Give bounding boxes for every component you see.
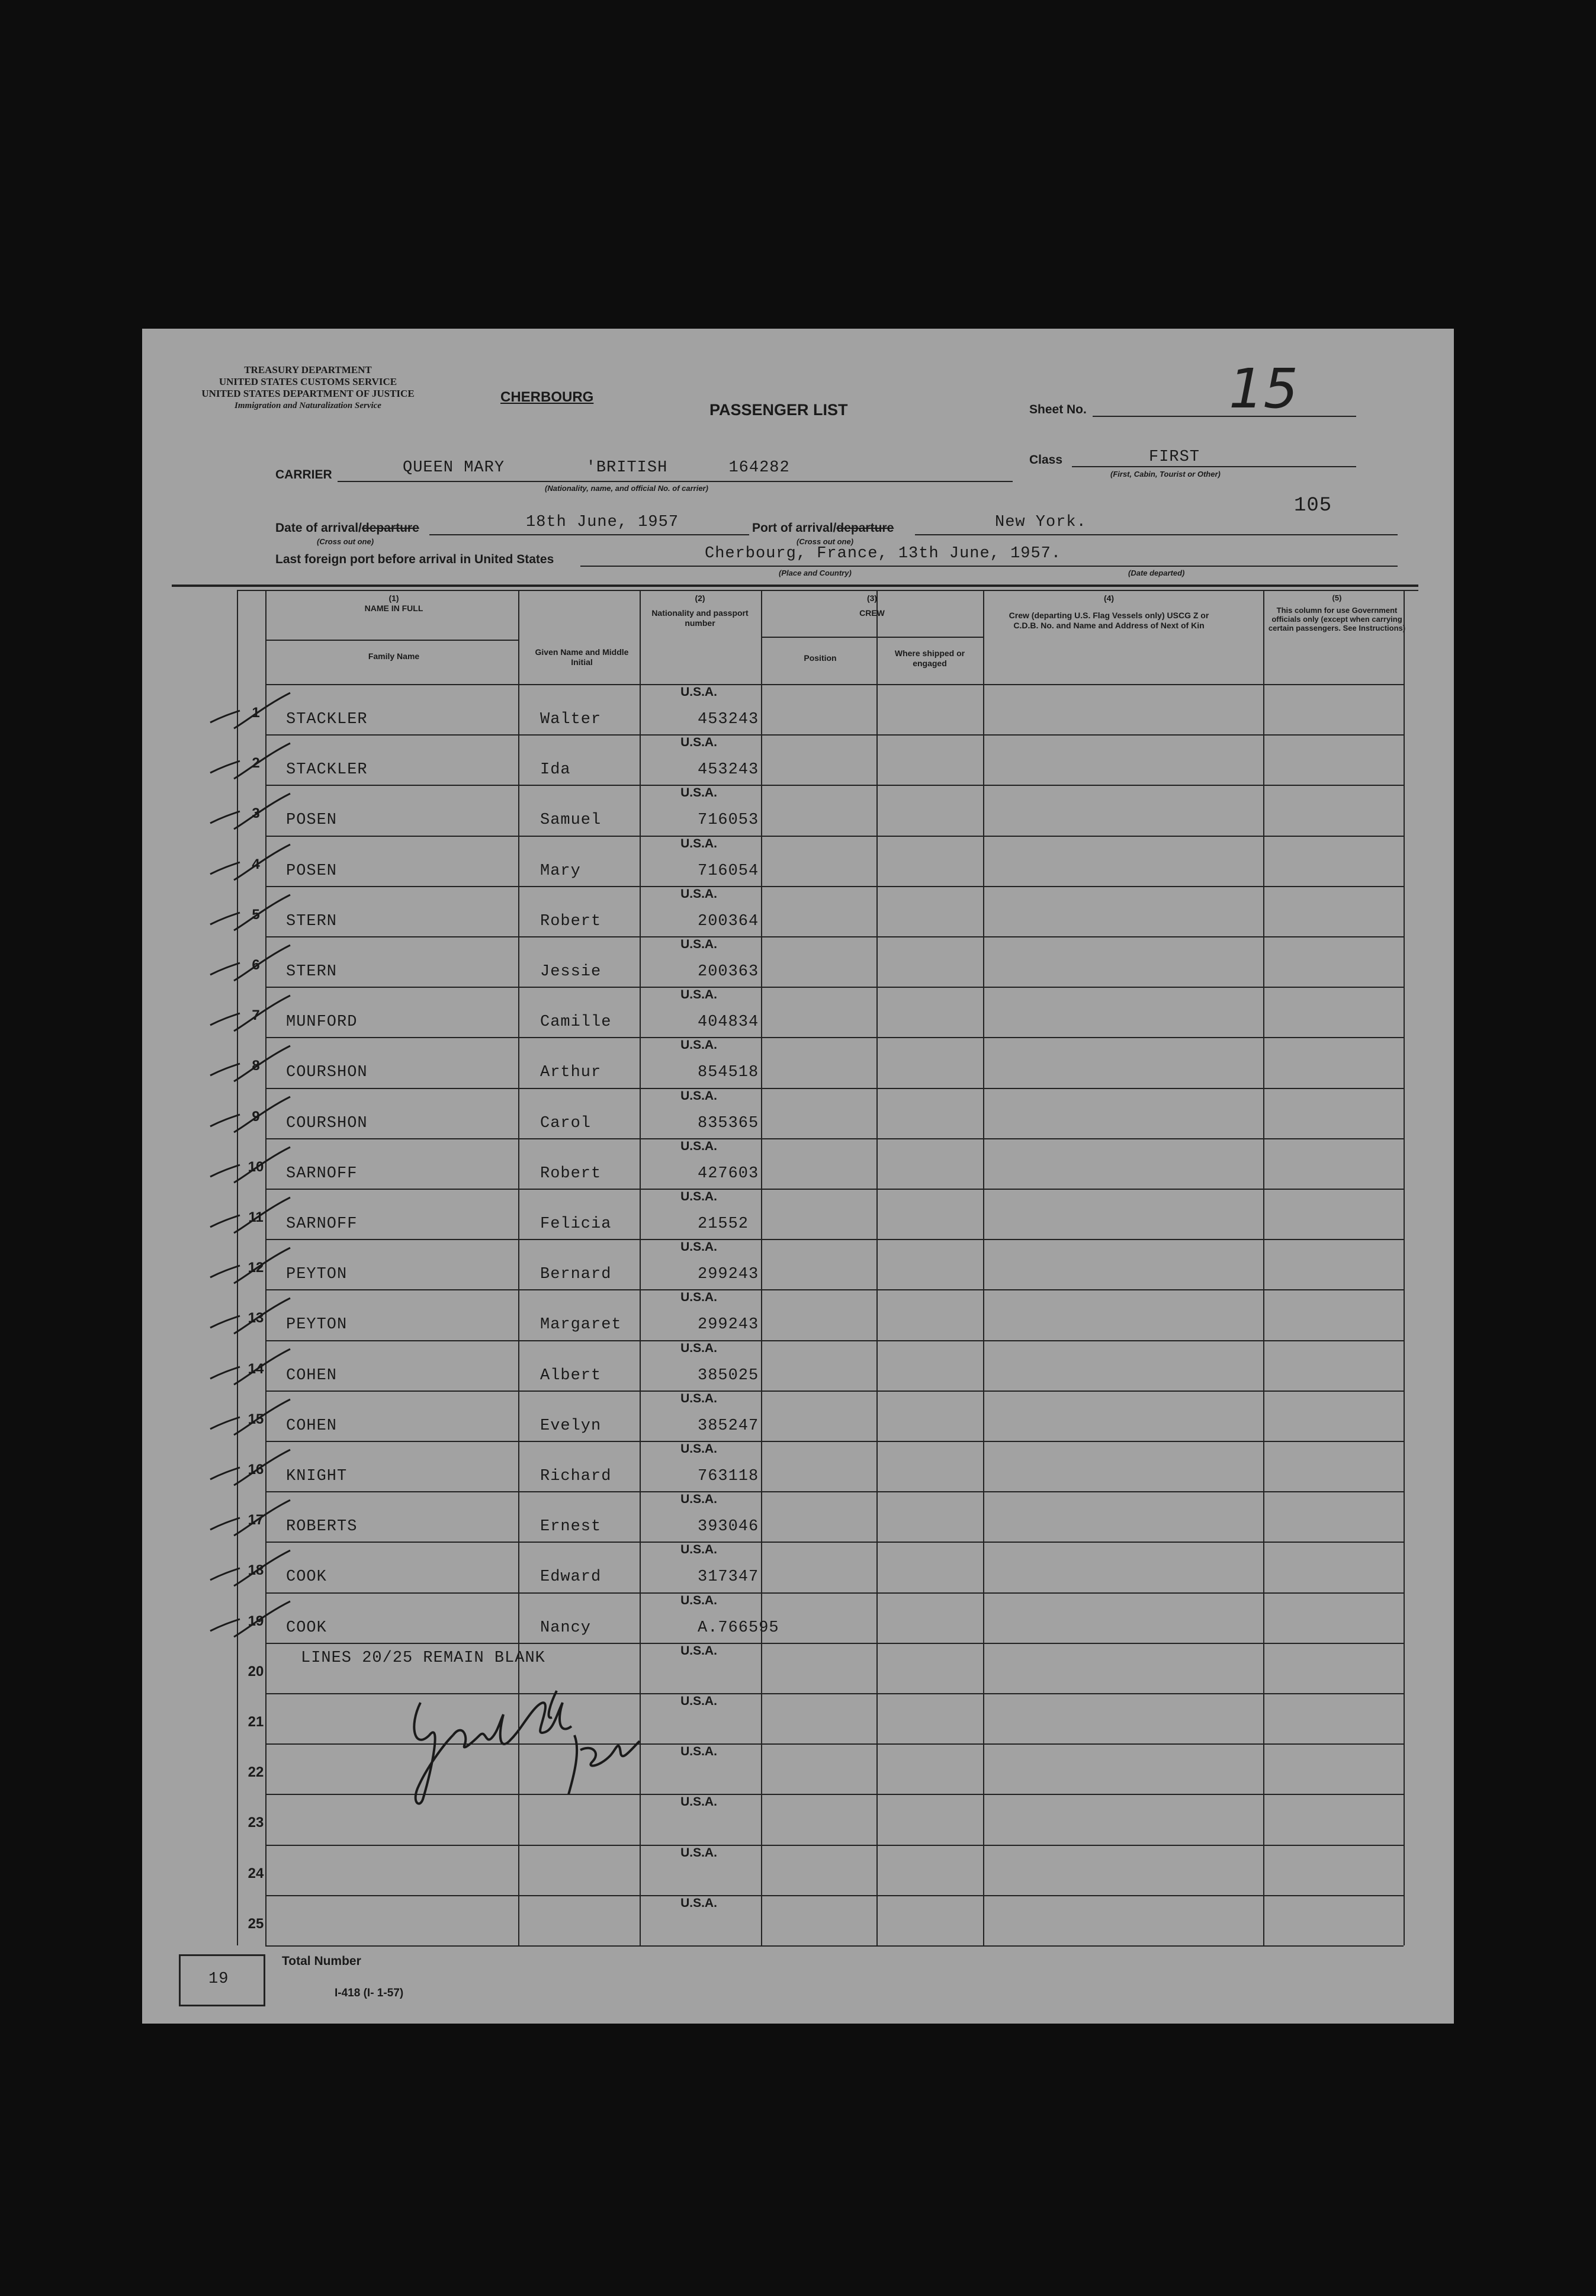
family-name-header: Family Name: [368, 651, 420, 661]
check-mark-icon: [201, 990, 302, 1043]
row-number: 17: [248, 1512, 264, 1528]
given-name: Evelyn: [540, 1417, 602, 1435]
family-name: COHEN: [286, 1366, 338, 1385]
col4-header: (4) Crew (departing U.S. Flag Vessels only) USCG Z or C.D.B. No. and Name and Address of Next of Kin: [1009, 593, 1209, 630]
official-signature: [397, 1679, 657, 1815]
last-port-value: Cherbourg, France, 13th June, 1957.: [705, 545, 1062, 563]
check-mark-icon: [201, 1292, 302, 1346]
given-name: Richard: [540, 1467, 612, 1485]
given-name: Walter: [540, 711, 602, 728]
family-name: STERN: [286, 912, 338, 930]
form-number: I-418 (I- 1-57): [335, 1987, 404, 1999]
row-number: 9: [252, 1108, 260, 1125]
nationality: U.S.A.: [680, 1543, 717, 1557]
family-name: STERN: [286, 963, 338, 981]
family-name: STACKLER: [286, 711, 368, 728]
arrival-caption: (Cross out one): [317, 537, 374, 546]
given-name: Felicia: [540, 1215, 612, 1233]
passport-number: 200363: [698, 963, 759, 981]
passport-number: 299243: [698, 1266, 759, 1284]
agency-line: UNITED STATES DEPARTMENT OF JUSTICE: [201, 388, 415, 399]
check-mark-icon: [201, 939, 302, 993]
row-number: 4: [252, 856, 260, 872]
row-number: 25: [248, 1915, 264, 1932]
nationality: U.S.A.: [680, 1795, 717, 1809]
nationality: U.S.A.: [680, 786, 717, 800]
row-number: 15: [248, 1411, 264, 1427]
passport-number: 21552: [698, 1215, 749, 1233]
passport-number: 404834: [698, 1013, 759, 1032]
nationality: U.S.A.: [680, 1290, 717, 1305]
passport-number: 854518: [698, 1064, 759, 1082]
given-name: Robert: [540, 912, 602, 930]
given-name: Arthur: [540, 1064, 602, 1082]
nationality: U.S.A.: [680, 988, 717, 1002]
check-mark-icon: [201, 687, 302, 740]
nationality: U.S.A.: [680, 736, 717, 750]
row-number: 18: [248, 1562, 264, 1579]
check-mark-icon: [201, 737, 302, 791]
carrier-label: CARRIER: [275, 468, 332, 481]
family-name: COURSHON: [286, 1064, 368, 1082]
passport-number: 385247: [698, 1417, 759, 1435]
row-number: 3: [252, 805, 260, 822]
total-number-value: 19: [208, 1970, 229, 1988]
passport-number: 453243: [698, 761, 759, 779]
passport-number: 385025: [698, 1366, 759, 1385]
row-number: 24: [248, 1865, 264, 1881]
nationality: U.S.A.: [680, 937, 717, 951]
nationality: U.S.A.: [680, 1643, 717, 1658]
given-name: Ernest: [540, 1518, 602, 1536]
nationality: U.S.A.: [680, 1845, 717, 1860]
family-name: PEYTON: [286, 1316, 348, 1334]
class-value: FIRST: [1149, 448, 1200, 466]
family-name: STACKLER: [286, 761, 368, 779]
class-caption: (First, Cabin, Tourist or Other): [1110, 470, 1221, 479]
row-number: 19: [248, 1613, 264, 1629]
nationality: U.S.A.: [680, 1190, 717, 1203]
arrival-date: 18th June, 1957: [526, 513, 679, 531]
page-title: PASSENGER LIST: [709, 401, 848, 419]
given-name: Bernard: [540, 1266, 612, 1284]
row-number: 6: [252, 957, 260, 973]
given-name: Albert: [540, 1366, 602, 1385]
given-name: Samuel: [540, 811, 602, 830]
check-mark-icon: [201, 839, 302, 892]
class-label: Class: [1029, 453, 1063, 467]
row-number: 11: [248, 1209, 264, 1225]
page-number: 105: [1294, 494, 1332, 517]
family-name: POSEN: [286, 811, 338, 830]
row-number: 2: [252, 755, 260, 772]
check-mark-icon: [201, 1595, 302, 1649]
given-name: Mary: [540, 862, 581, 880]
blank-lines-note: LINES 20/25 REMAIN BLANK: [301, 1649, 545, 1667]
passport-number: 317347: [698, 1568, 759, 1587]
given-name: Ida: [540, 761, 571, 779]
check-mark-icon: [201, 1091, 302, 1144]
position-header: Position: [804, 653, 837, 663]
col5-header: (5) This column for use Government officials only (except when carrying certain passengers. See Instructions): [1268, 593, 1406, 632]
family-name: SARNOFF: [286, 1215, 358, 1233]
check-mark-icon: [201, 1444, 302, 1497]
family-name: SARNOFF: [286, 1164, 358, 1183]
family-name: POSEN: [286, 862, 338, 880]
passport-number: A.766595: [698, 1619, 779, 1637]
nationality: U.S.A.: [680, 836, 717, 850]
check-mark-icon: [201, 1040, 302, 1093]
given-name: Nancy: [540, 1619, 592, 1637]
agency-line: TREASURY DEPARTMENT: [244, 364, 372, 375]
row-number: 5: [252, 906, 260, 923]
given-name: Jessie: [540, 963, 602, 981]
row-number: 22: [248, 1764, 264, 1781]
family-name: KNIGHT: [286, 1467, 348, 1485]
given-name: Edward: [540, 1568, 602, 1587]
col1-header: (1) NAME IN FULL: [364, 593, 423, 613]
agency-line: Immigration and Naturalization Service: [235, 401, 381, 410]
carrier-caption: (Nationality, name, and official No. of carrier): [545, 484, 708, 493]
arrival-label: Date of arrival/departure: [275, 521, 419, 535]
row-number: 13: [248, 1310, 264, 1327]
nationality: U.S.A.: [680, 1593, 717, 1607]
row-number: 14: [248, 1360, 264, 1377]
row-number: 8: [252, 1058, 260, 1074]
port-stamp: CHERBOURG: [500, 389, 594, 405]
place-caption: (Place and Country): [779, 569, 852, 577]
agency-block: [184, 364, 432, 412]
passport-number: 716054: [698, 862, 759, 880]
col3-header: (3) CREW: [859, 593, 885, 618]
row-number: 1: [252, 705, 260, 721]
passport-number: 299243: [698, 1316, 759, 1334]
given-name: Carol: [540, 1114, 592, 1132]
port-label: Port of arrival/departure: [752, 521, 894, 535]
agency-line: UNITED STATES CUSTOMS SERVICE: [219, 376, 397, 387]
check-mark-icon: [201, 1343, 302, 1396]
passenger-list-sheet: [142, 329, 1454, 2024]
check-mark-icon: [201, 788, 302, 841]
nationality: U.S.A.: [680, 1139, 717, 1153]
nationality: U.S.A.: [680, 1341, 717, 1355]
date-caption: (Date departed): [1128, 569, 1185, 577]
sheet-label: Sheet No.: [1029, 403, 1087, 416]
nationality: U.S.A.: [680, 1240, 717, 1254]
nationality: U.S.A.: [680, 1896, 717, 1910]
passport-number: 200364: [698, 912, 759, 930]
row-number: 10: [248, 1158, 264, 1175]
passport-number: 763118: [698, 1467, 759, 1485]
passport-number: 427603: [698, 1164, 759, 1183]
nationality: U.S.A.: [680, 1442, 717, 1456]
family-name: COURSHON: [286, 1114, 368, 1132]
row-number: 21: [248, 1714, 264, 1730]
nationality: U.S.A.: [680, 1088, 717, 1103]
given-name-header: Given Name and Middle Initial: [535, 647, 629, 667]
family-name: COOK: [286, 1619, 327, 1637]
family-name: MUNFORD: [286, 1013, 358, 1032]
check-mark-icon: [201, 1242, 302, 1295]
carrier-value: QUEEN MARY 'BRITISH 164282: [403, 459, 790, 477]
check-mark-icon: [201, 1192, 302, 1245]
check-mark-icon: [201, 1141, 302, 1194]
check-mark-icon: [201, 1494, 302, 1547]
nationality: U.S.A.: [680, 1694, 717, 1708]
nationality: U.S.A.: [680, 887, 717, 901]
row-number: 20: [248, 1663, 264, 1680]
row-number: 16: [248, 1462, 264, 1478]
row-number: 12: [248, 1260, 264, 1276]
port-value: New York.: [995, 513, 1087, 531]
nationality: U.S.A.: [680, 1492, 717, 1507]
last-port-label: Last foreign port before arrival in United States: [275, 553, 554, 566]
check-mark-icon: [201, 1393, 302, 1447]
col2-header: (2) Nationality and passport number: [651, 593, 749, 628]
check-mark-icon: [201, 1544, 302, 1598]
port-caption: (Cross out one): [797, 537, 854, 546]
row-number: 7: [252, 1007, 260, 1024]
passport-number: 393046: [698, 1518, 759, 1536]
given-name: Robert: [540, 1164, 602, 1183]
given-name: Margaret: [540, 1316, 622, 1334]
shipped-header: Where shipped or engaged: [894, 648, 965, 668]
total-number-label: Total Number: [282, 1954, 361, 1968]
row-number: 23: [248, 1815, 264, 1831]
check-mark-icon: [201, 889, 302, 942]
family-name: COOK: [286, 1568, 327, 1587]
sheet-number: 15: [1229, 357, 1299, 420]
family-name: COHEN: [286, 1417, 338, 1435]
nationality: U.S.A.: [680, 685, 717, 699]
nationality: U.S.A.: [680, 1038, 717, 1052]
family-name: PEYTON: [286, 1266, 348, 1284]
family-name: ROBERTS: [286, 1518, 358, 1536]
nationality: U.S.A.: [680, 1391, 717, 1405]
passport-number: 835365: [698, 1114, 759, 1132]
nationality: U.S.A.: [680, 1745, 717, 1759]
passport-number: 453243: [698, 711, 759, 728]
passport-number: 716053: [698, 811, 759, 830]
given-name: Camille: [540, 1013, 612, 1032]
